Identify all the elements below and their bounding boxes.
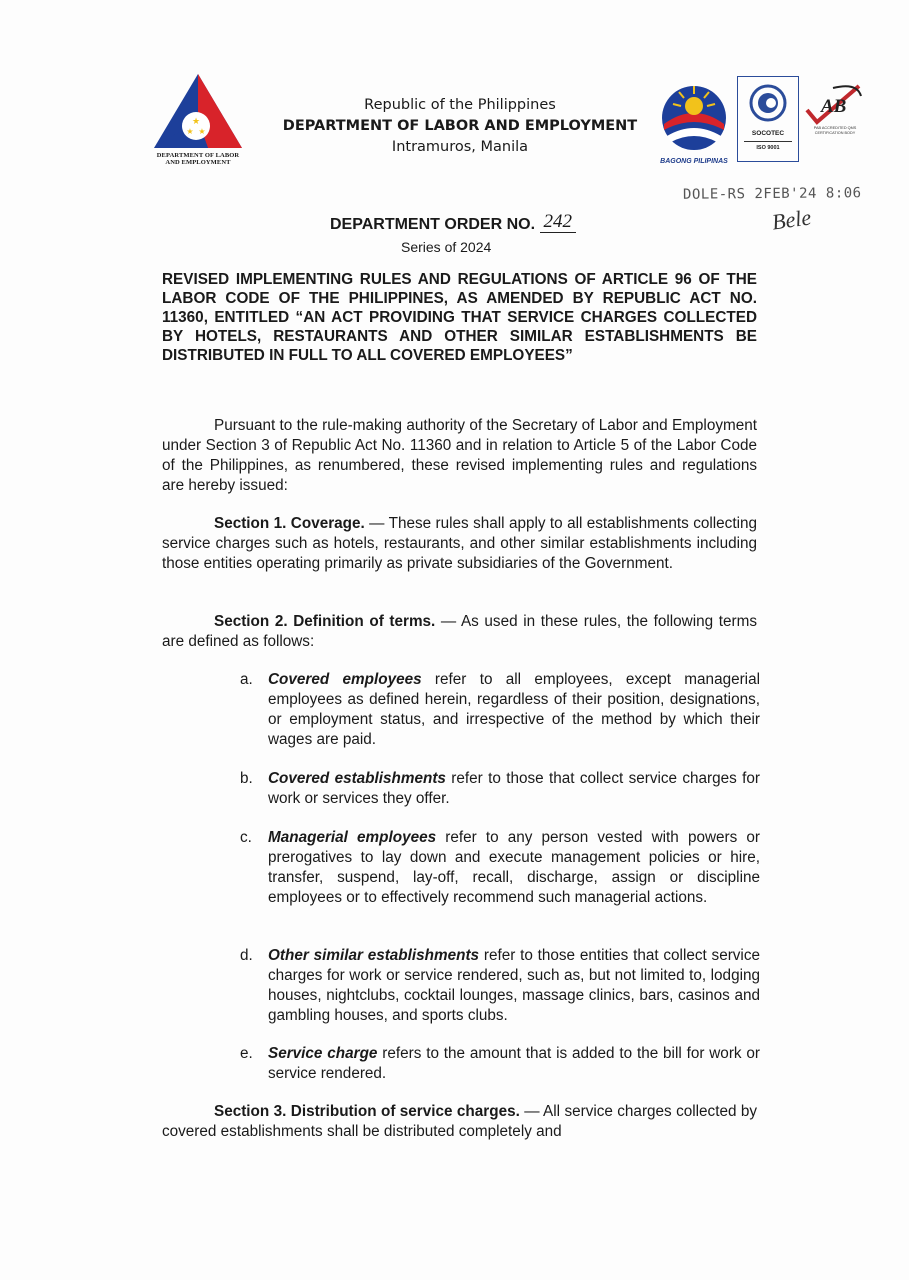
socotec-name: SOCOTEC xyxy=(751,130,785,137)
definition-term: Managerial employees xyxy=(268,829,437,846)
section-2-paragraph xyxy=(162,612,757,652)
department-name: DEPARTMENT OF LABOR AND EMPLOYMENT xyxy=(282,118,638,134)
department-location: Intramuros, Manila xyxy=(391,139,529,155)
socotec-iso: ISO 9001 xyxy=(744,141,792,151)
section-1-text: — These rules shall apply to all establishments collecting service charges such as hotels, restaurants, and other similar establishments including those entities operating primarily as private subsidiaries of the Government. xyxy=(162,515,757,572)
section-1-paragraph xyxy=(162,514,757,574)
bagong-pilipinas-logo xyxy=(655,80,733,166)
definition-term: Covered employees xyxy=(268,671,422,688)
section-3-paragraph xyxy=(162,1102,757,1142)
definition-label: c. xyxy=(240,829,252,846)
definition-term: Covered establishments xyxy=(268,770,446,787)
svg-text:★: ★ xyxy=(198,127,206,136)
pab-small-text: PAB ACCREDITED QMS CERTIFICATION BODY xyxy=(813,126,857,135)
section-3-text: — All service charges collected by covered establishments shall be distributed completely and xyxy=(162,1103,757,1140)
pab-mark: AB xyxy=(821,96,847,117)
definition-text: refer to those that collect service charges for work or services they offer. xyxy=(268,770,760,807)
bagong-pilipinas-caption: BAGONG PILIPINAS xyxy=(660,158,728,165)
receiving-stamp: DOLE-RS 2FEB'24 8:06 xyxy=(682,185,862,203)
definition-label: b. xyxy=(240,770,253,787)
definition-text: refers to the amount that is added to the bill for work or service rendered. xyxy=(268,1045,760,1082)
definition-item xyxy=(240,670,760,750)
section-3-heading: Section 3. Distribution of service charges. xyxy=(214,1103,520,1120)
bagong-pilipinas-emblem-icon xyxy=(655,80,733,152)
order-series: Series of 2024 xyxy=(401,239,492,255)
socotec-icon xyxy=(748,83,788,123)
svg-text:★: ★ xyxy=(186,127,194,136)
definition-term: Other similar establishments xyxy=(268,947,480,964)
order-number: 242 xyxy=(540,212,577,233)
svg-text:★: ★ xyxy=(191,117,201,127)
pab-accreditation-badge xyxy=(803,82,863,158)
definition-text: refer to those entities that collect service charges for work or service rendered, such as, but not limited to, lodging houses, nightclubs, cocktail lounges, massage clinics, bars, casinos and gambling houses, and sports clubs. xyxy=(268,947,760,1024)
preamble-text: Pursuant to the rule-making authority of the Secretary of Labor and Employment under Section 3 of Republic Act No. 11360 and in relation to Article 5 of the Labor Code of the Philippines, as renumbered, these revised implementing rules and regulations are hereby issued: xyxy=(162,417,757,494)
definition-label: a. xyxy=(240,671,253,688)
definition-label: d. xyxy=(240,947,253,964)
receiver-signature: Bele xyxy=(770,204,813,235)
dole-triangle-icon xyxy=(152,72,244,150)
definition-item xyxy=(240,946,760,1026)
definition-item xyxy=(240,1044,760,1084)
section-2-heading: Section 2. Definition of terms. xyxy=(214,613,436,630)
country-name: Republic of the Philippines xyxy=(364,97,556,113)
definition-label: e. xyxy=(240,1045,253,1062)
dole-logo-caption: DEPARTMENT OF LABOR AND EMPLOYMENT xyxy=(156,152,240,166)
definition-term: Service charge xyxy=(268,1045,378,1062)
socotec-certification-badge xyxy=(737,76,799,162)
definition-item xyxy=(240,828,760,908)
definition-text: refer to all employees, except managerial employees as defined herein, regardless of their position, designations, or employment status, and irrespective of the method by which their wages are paid. xyxy=(268,671,760,748)
document-title: REVISED IMPLEMENTING RULES AND REGULATIONS OF ARTICLE 96 OF THE LABOR CODE OF THE PHILIPPINES, AS AMENDED BY REPUBLIC ACT NO. 11360, ENTITLED “AN ACT PROVIDING THAT SERVICE CHARGES COLLECTED BY HOTELS, RESTAURANTS AND OTHER SIMILAR ESTABLISHMENTS BE DISTRIBUTED IN FULL TO ALL COVERED EMPLOYEES” xyxy=(162,271,757,364)
definition-item xyxy=(240,769,760,809)
preamble-paragraph xyxy=(162,416,757,496)
section-2-text: — As used in these rules, the following terms are defined as follows: xyxy=(162,613,757,650)
order-heading xyxy=(330,212,576,234)
section-1-heading: Section 1. Coverage. xyxy=(214,515,365,532)
definition-text: refer to any person vested with powers or prerogatives to lay down and execute management policies or hire, transfer, suspend, lay-off, recall, discharge, assign or discipline employees or to effectively recommend such managerial actions. xyxy=(268,829,760,906)
dole-logo xyxy=(152,72,244,172)
order-label: DEPARTMENT ORDER NO. xyxy=(330,216,536,233)
letterhead xyxy=(260,95,660,157)
